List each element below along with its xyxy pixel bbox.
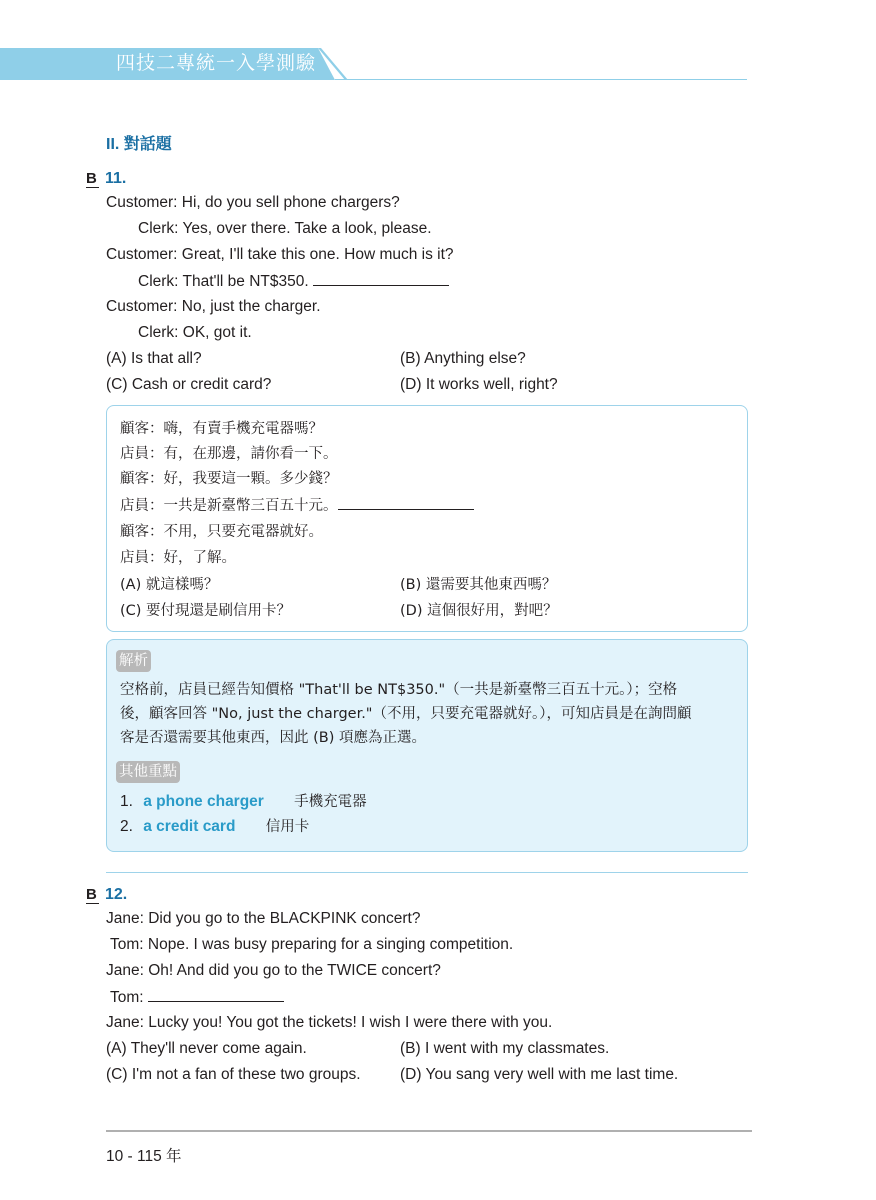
option-a: (A) Is that all? [106,350,202,367]
option-c: (C) Cash or credit card? [106,376,272,393]
option-c: (C) I'm not a fan of these two groups. [106,1066,361,1083]
key-point-item [120,817,309,837]
option-a: (A) They'll never come again. [106,1040,307,1057]
translation-line: 顧客：嗨，有賣手機充電器嗎？ [120,421,323,437]
option-d: (D) It works well, right? [400,376,558,393]
header-rule [335,79,747,80]
dialogue-line: Jane: Oh! And did you go to the TWICE concert? [106,962,441,979]
key-points-tag: 其他重點 [116,761,180,783]
dialogue-line: Clerk: OK, got it. [138,324,252,341]
explanation-line: 客是否還需要其他東西，因此 (B) 項應為正選。 [120,730,426,746]
question-11-answer: B [86,171,99,188]
option-d: (D) You sang very well with me last time. [400,1066,679,1083]
dialogue-line: Jane: Did you go to the BLACKPINK concert? [106,910,421,927]
key-point-term: a credit card [143,818,236,835]
dialogue-line: Customer: No, just the charger. [106,298,321,315]
translation-text: 店員：一共是新臺幣三百五十元。 [120,498,338,514]
translation-line: 店員：好，了解。 [120,550,236,566]
option-b: (B) Anything else? [400,350,526,367]
footer-rule [106,1130,752,1132]
question-12-header [86,886,127,904]
translation-option-c: (C) 要付現還是刷信用卡？ [120,603,292,619]
translation-option-d: (D) 這個很好用，對吧？ [400,603,558,619]
question-12-number: 12. [105,886,128,903]
explanation-line: 後，顧客回答 "No, just the charger."（不用，只要充電器就好。），可知店員是在詢問顧 [120,706,692,722]
key-point-number: 2. [120,818,133,835]
page-number: 10 - 115 年 [106,1148,182,1165]
translation-option-b: (B) 還需要其他東西嗎？ [400,577,557,593]
translation-line-with-blank [120,496,474,516]
question-11-number: 11. [105,170,127,187]
explanation-line: 空格前，店員已經告知價格 "That'll be NT$350."（一共是新臺幣三百五十元。）；空格 [120,682,678,698]
dialogue-line-with-blank [110,987,284,1008]
explanation-tag: 解析 [116,650,151,672]
dialogue-line: Customer: Great, I'll take this one. How much is it? [106,246,454,263]
key-point-number: 1. [120,793,133,810]
dialogue-line: Customer: Hi, do you sell phone chargers? [106,194,400,211]
key-point-term: a phone charger [143,793,264,810]
dialogue-line: Clerk: Yes, over there. Take a look, please. [138,220,432,237]
key-point-item [120,792,367,812]
dialogue-text: Tom: [110,989,144,1006]
translation-blank [338,497,474,510]
key-point-meaning: 手機充電器 [294,794,367,810]
answer-blank [148,987,284,1002]
translation-line: 顧客：好，我要這一顆。多少錢？ [120,471,338,487]
key-point-meaning: 信用卡 [265,819,310,835]
dialogue-line: Tom: Nope. I was busy preparing for a singing competition. [110,936,514,953]
option-b: (B) I went with my classmates. [400,1040,610,1057]
translation-option-a: (A) 就這樣嗎？ [120,577,219,593]
dialogue-line: Jane: Lucky you! You got the tickets! I wish I were there with you. [106,1014,553,1031]
translation-box [106,405,748,632]
dialogue-text: Clerk: That'll be NT$350. [138,273,309,290]
question-divider [106,872,748,873]
question-12-answer: B [86,887,99,904]
translation-line: 店員：有，在那邊，請你看一下。 [120,446,338,462]
answer-blank [313,271,449,286]
question-11-header [86,170,126,188]
section-title: II. 對話題 [106,136,172,153]
dialogue-line-with-blank [138,271,449,292]
translation-line: 顧客：不用，只要充電器就好。 [120,524,323,540]
header-title: 四技二專統一入學測驗 [116,53,317,74]
